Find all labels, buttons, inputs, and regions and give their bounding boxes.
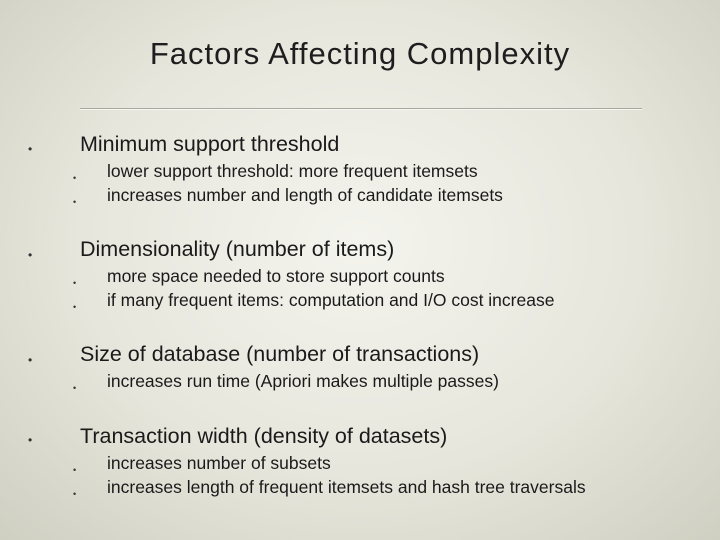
section-2-bullet: • <box>28 248 33 262</box>
section-4-bullet: • <box>28 433 33 447</box>
section-1-point-1-bullet: • <box>73 173 77 183</box>
section-1-point-2: increases number and length of candidate itemsets <box>107 185 503 205</box>
section-4-heading: Transaction width (density of datasets) <box>80 424 448 448</box>
section-4-point-1: increases number of subsets <box>107 453 331 473</box>
section-2-point-2: if many frequent items: computation and I/O cost increase <box>107 290 555 310</box>
section-1-point-1: lower support threshold: more frequent itemsets <box>107 161 478 181</box>
section-2-point-2-bullet: • <box>73 302 77 312</box>
section-3-point-1: increases run time (Apriori makes multiple passes) <box>107 371 499 391</box>
section-4-point-2: increases length of frequent itemsets and hash tree traversals <box>107 477 586 497</box>
section-1-heading: Minimum support threshold <box>80 132 340 156</box>
section-2-heading: Dimensionality (number of items) <box>80 237 395 261</box>
section-2-point-1: more space needed to store support counts <box>107 266 445 286</box>
title-divider <box>80 108 642 109</box>
section-4-point-2-bullet: • <box>73 489 77 499</box>
section-1-point-2-bullet: • <box>73 197 77 207</box>
section-4-point-1-bullet: • <box>73 465 77 475</box>
section-3-heading: Size of database (number of transactions) <box>80 342 480 366</box>
section-3-point-1-bullet: • <box>73 383 77 393</box>
slide-title: Factors Affecting Complexity <box>149 36 571 71</box>
section-1-bullet: • <box>28 142 33 156</box>
section-2-point-1-bullet: • <box>73 278 77 288</box>
section-3-bullet: • <box>28 353 33 367</box>
